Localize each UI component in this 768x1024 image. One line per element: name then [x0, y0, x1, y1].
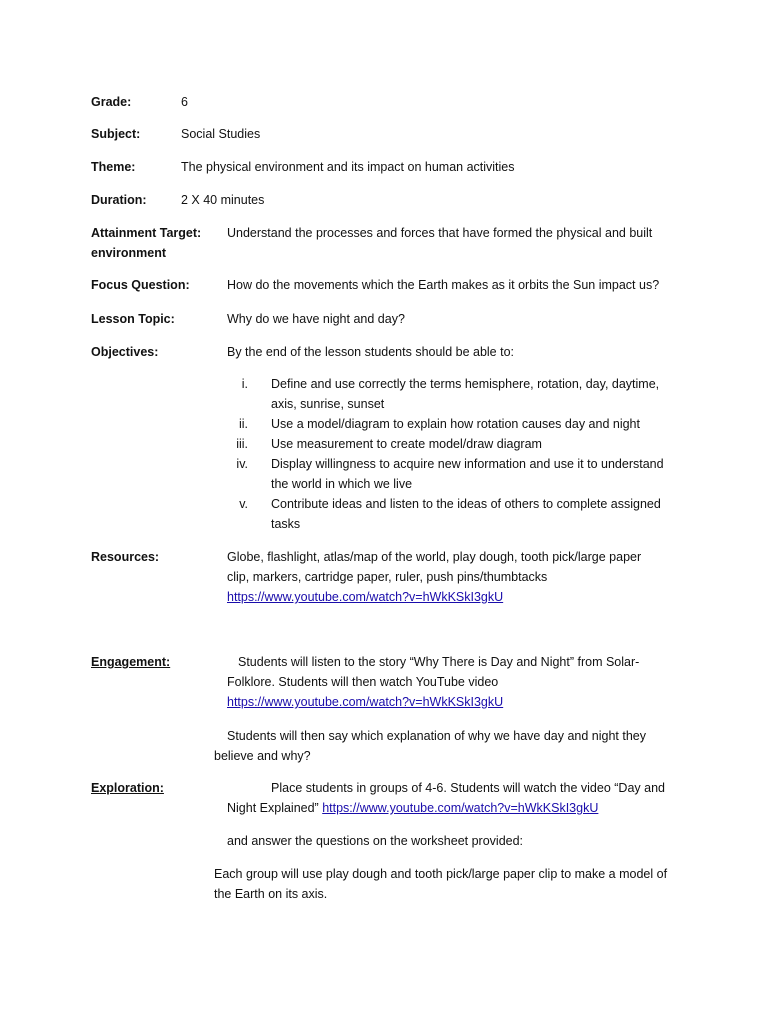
exploration-text-line	[227, 798, 598, 818]
lesson-topic-label: Lesson Topic:	[91, 312, 175, 326]
objective-text: Contribute ideas and listen to the ideas of others to complete assigned	[271, 497, 661, 511]
objectives-intro: By the end of the lesson students should be able to:	[227, 345, 515, 359]
exploration-video-title: Night Explained”	[227, 801, 319, 815]
objective-number: i.	[241, 377, 248, 391]
subject-label: Subject:	[91, 127, 141, 141]
resources-text: clip, markers, cartridge paper, ruler, push pins/thumbtacks	[227, 570, 548, 584]
engagement-text: Students will listen to the story “Why There is Day and Night” from Solar-	[238, 655, 640, 669]
duration-label: Duration:	[91, 193, 147, 207]
engagement-youtube-link[interactable]: https://www.youtube.com/watch?v=hWkKSkI3gkU	[227, 695, 504, 709]
exploration-text: the Earth on its axis.	[214, 887, 328, 901]
exploration-label: Exploration:	[91, 781, 164, 795]
engagement-text: Students will then say which explanation of why we have day and night they	[227, 729, 647, 743]
resources-text: Globe, flashlight, atlas/map of the world, play dough, tooth pick/large paper	[227, 550, 642, 564]
engagement-text: believe and why?	[214, 749, 311, 763]
objective-number: iii.	[236, 437, 248, 451]
objective-text: Display willingness to acquire new information and use it to understand	[271, 457, 664, 471]
resources-label: Resources:	[91, 550, 160, 564]
focus-question-value: How do the movements which the Earth makes as it orbits the Sun impact us?	[227, 278, 660, 292]
attainment-target-label: Attainment Target:	[91, 226, 202, 240]
objective-text: the world in which we live	[271, 477, 413, 491]
theme-value: The physical environment and its impact on human activities	[181, 160, 515, 174]
grade-label: Grade:	[91, 95, 132, 109]
objective-number: iv.	[236, 457, 248, 471]
resources-youtube-link[interactable]: https://www.youtube.com/watch?v=hWkKSkI3gkU	[227, 590, 504, 604]
exploration-youtube-link[interactable]: https://www.youtube.com/watch?v=hWkKSkI3gkU	[322, 801, 599, 815]
objective-number: ii.	[238, 417, 248, 431]
exploration-text: and answer the questions on the worksheet provided:	[227, 834, 524, 848]
objective-number: v.	[239, 497, 248, 511]
exploration-text: Each group will use play dough and tooth pick/large paper clip to make a model of	[214, 867, 668, 881]
objective-text: Use a model/diagram to explain how rotation causes day and night	[271, 417, 640, 431]
engagement-text: Folklore. Students will then watch YouTube video	[227, 675, 499, 689]
theme-label: Theme:	[91, 160, 136, 174]
lesson-topic-value: Why do we have night and day?	[227, 312, 405, 326]
exploration-text: Place students in groups of 4-6. Students will watch the video “Day and	[271, 781, 665, 795]
objectives-label: Objectives:	[91, 345, 159, 359]
objective-text: Define and use correctly the terms hemisphere, rotation, day, daytime,	[271, 377, 660, 391]
grade-value: 6	[181, 95, 188, 109]
attainment-target-continuation: environment	[91, 246, 167, 260]
duration-value: 2 X 40 minutes	[181, 193, 265, 207]
subject-value: Social Studies	[181, 127, 261, 141]
attainment-target-value: Understand the processes and forces that have formed the physical and built	[227, 226, 653, 240]
focus-question-label: Focus Question:	[91, 278, 190, 292]
objective-text: tasks	[271, 517, 301, 531]
objective-text: axis, sunrise, sunset	[271, 397, 385, 411]
engagement-label: Engagement:	[91, 655, 171, 669]
objective-text: Use measurement to create model/draw diagram	[271, 437, 542, 451]
